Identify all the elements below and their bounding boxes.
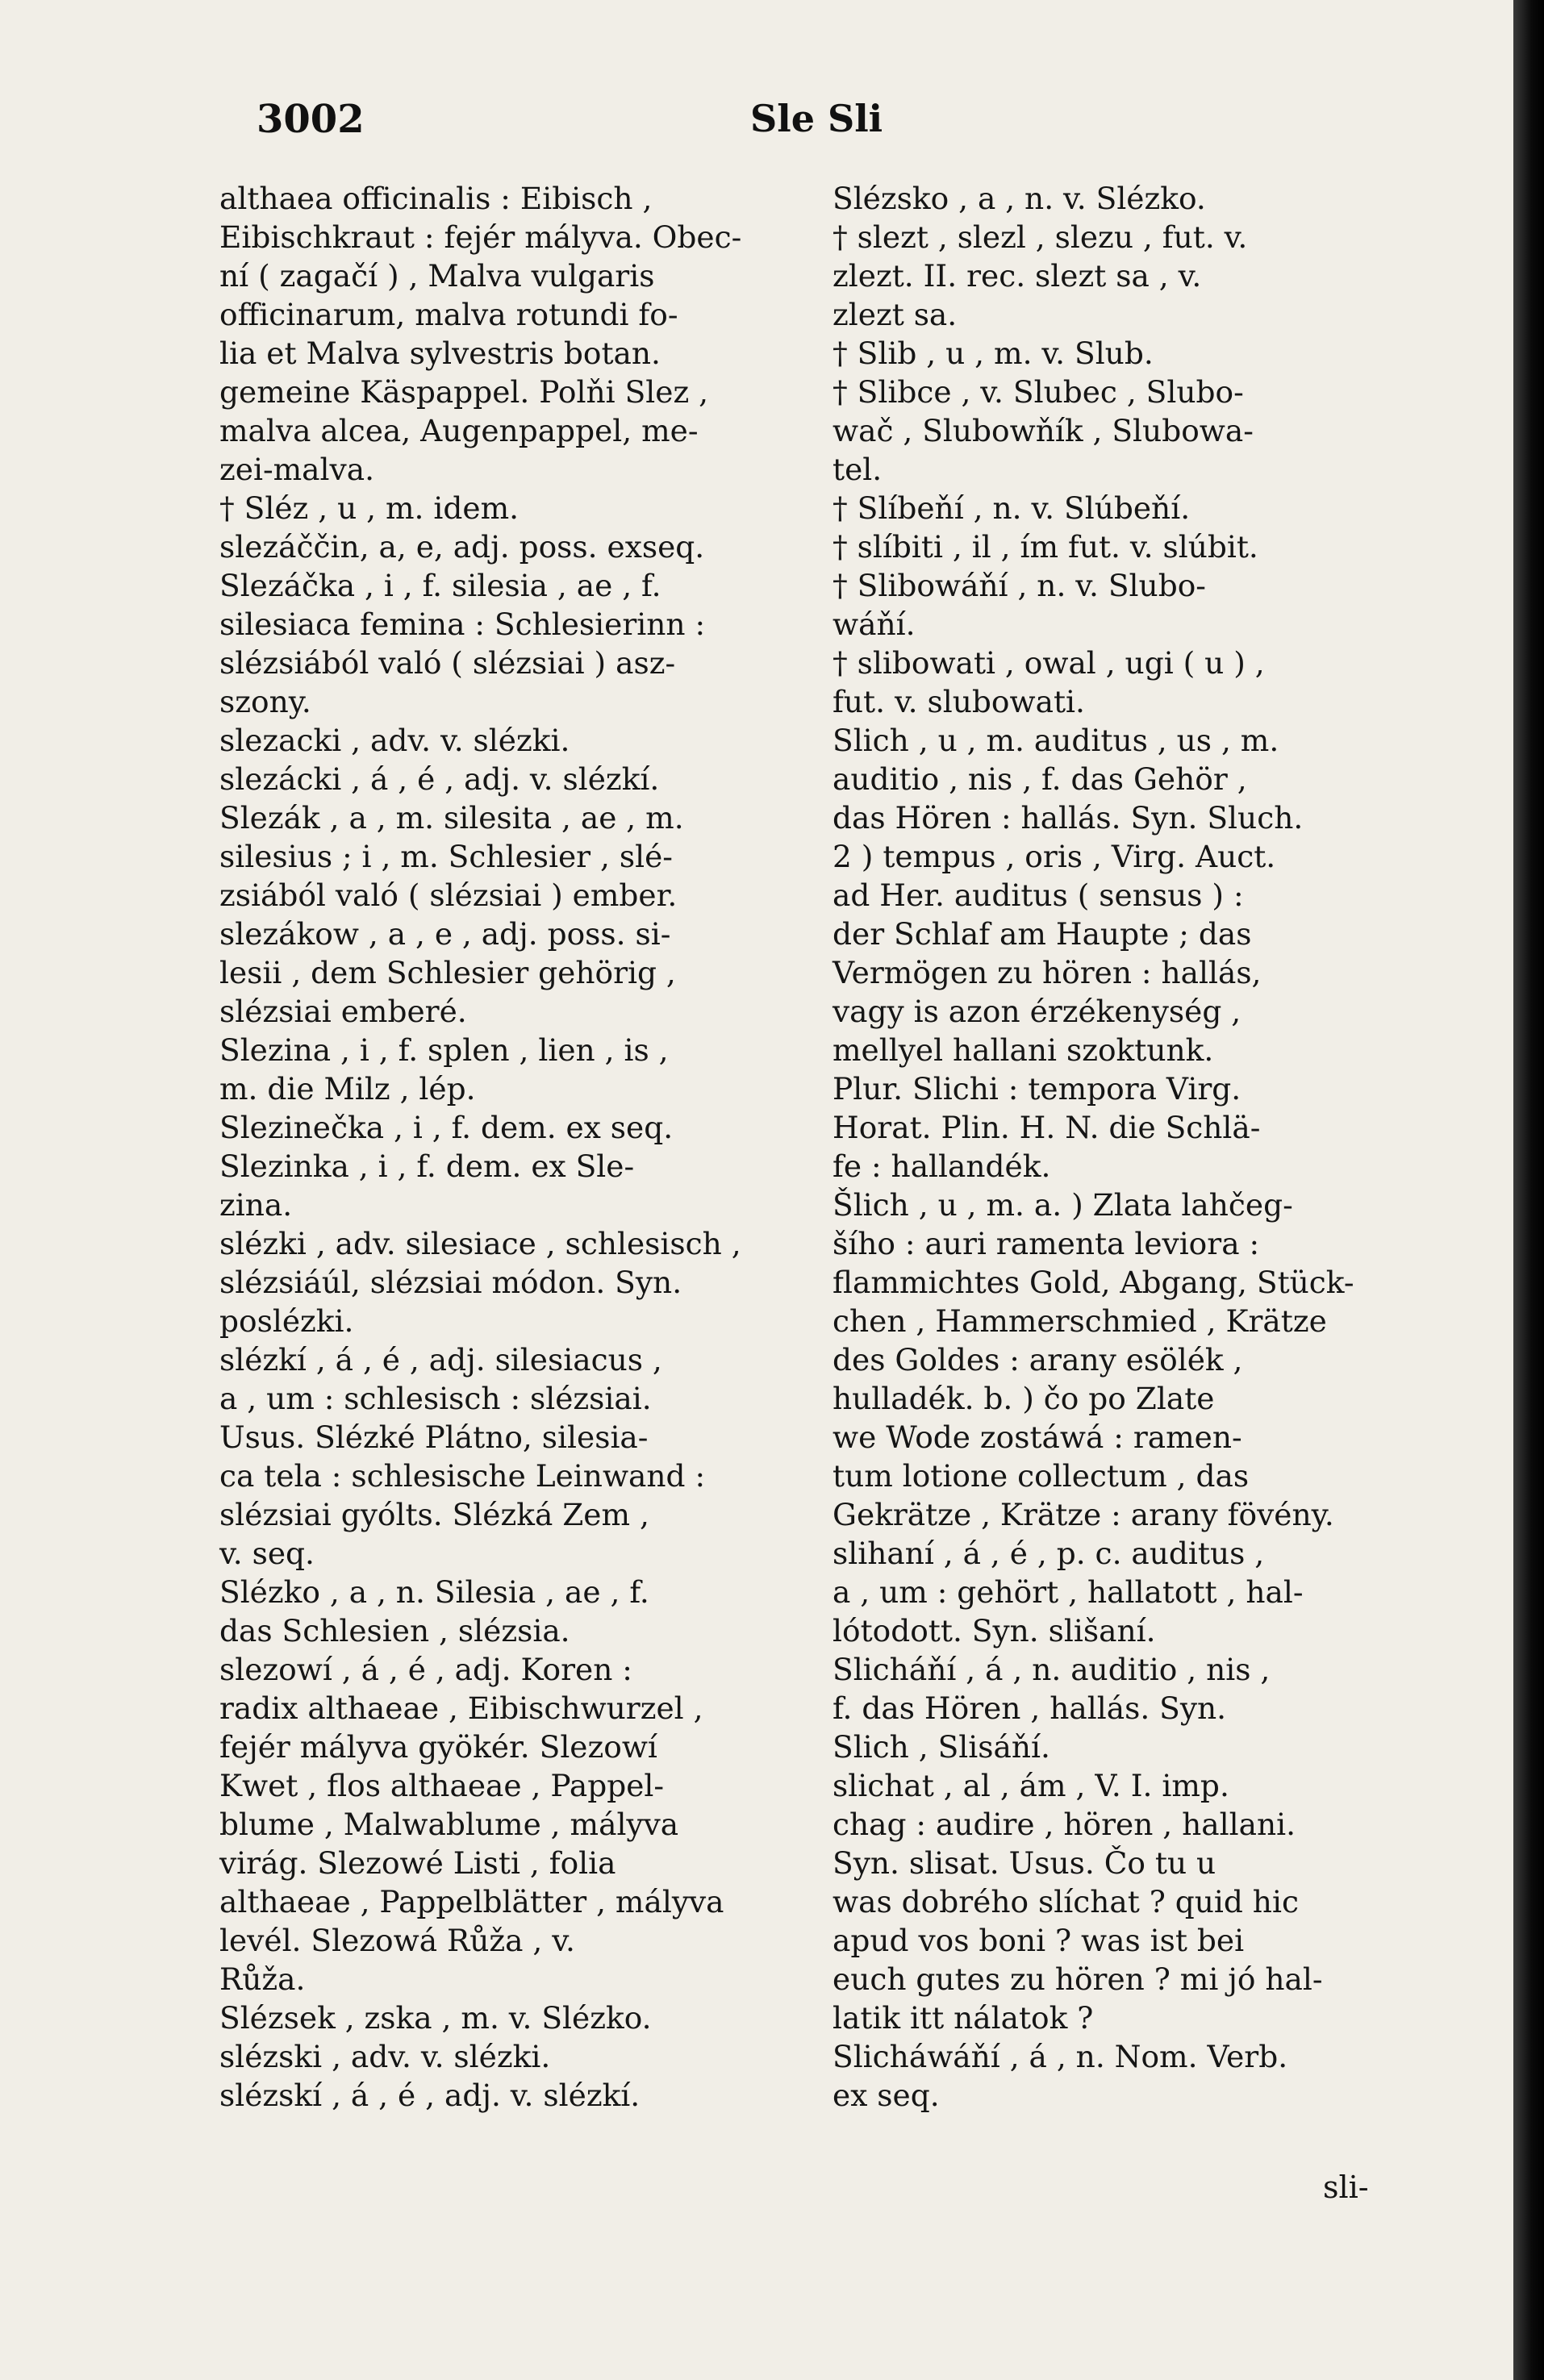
dictionary-line: m. die Milz , lép. [219, 1071, 476, 1107]
dictionary-line: ca tela : schlesische Leinwand : [219, 1458, 706, 1494]
dictionary-line: slézki , adv. silesiace , schlesisch , [219, 1226, 741, 1261]
dictionary-line: Slich , Slisáňí. [833, 1729, 1050, 1765]
dictionary-line: † slíbiti , il , ím fut. v. slúbit. [833, 529, 1258, 565]
dictionary-line: slezacki , adv. v. slézki. [219, 723, 570, 758]
dictionary-line: hulladék. b. ) čo po Zlate [833, 1381, 1215, 1416]
dictionary-line: chen , Hammerschmied , Krätze [833, 1303, 1327, 1339]
dictionary-line: Slezina , i , f. splen , lien , is , [219, 1032, 669, 1068]
dictionary-line: ex seq. [833, 2078, 940, 2113]
dictionary-line: malva alcea, Augenpappel, me- [219, 413, 699, 448]
dictionary-line: slichat , al , ám , V. I. imp. [833, 1768, 1229, 1803]
dictionary-line: Slézko , a , n. Silesia , ae , f. [219, 1574, 649, 1610]
dictionary-line: ní ( zagačí ) , Malva vulgaris [219, 258, 655, 294]
dictionary-line: lia et Malva sylvestris botan. [219, 336, 661, 371]
dictionary-line: zlezt. II. rec. slezt sa , v. [833, 258, 1202, 294]
dictionary-line: Plur. Slichi : tempora Virg. [833, 1071, 1241, 1107]
dictionary-line: blume , Malwablume , mályva [219, 1807, 679, 1842]
dictionary-line: poslézki. [219, 1303, 354, 1339]
dictionary-line: slézskí , á , é , adj. v. slézkí. [219, 2078, 641, 2113]
dictionary-line: Slézsek , zska , m. v. Slézko. [219, 2000, 652, 2036]
dictionary-line: slézsiáúl, slézsiai módon. Syn. [219, 1265, 682, 1300]
dictionary-line: Horat. Plin. H. N. die Schlä- [833, 1110, 1261, 1145]
dictionary-line: lótodott. Syn. slišaní. [833, 1613, 1156, 1648]
dictionary-line: Slezinečka , i , f. dem. ex seq. [219, 1110, 674, 1145]
dictionary-line: silesiaca femina : Schlesierinn : [219, 606, 706, 642]
dictionary-line: v. seq. [219, 1536, 315, 1571]
page-header [0, 97, 1513, 161]
dictionary-line: latik itt nálatok ? [833, 2000, 1094, 2036]
dictionary-line: † Slíbeňí , n. v. Slúbeňí. [833, 490, 1191, 526]
dictionary-line: tel. [833, 452, 883, 487]
dictionary-line: das Hören : hallás. Syn. Sluch. [833, 800, 1304, 836]
dictionary-line: † slibowati , owal , ugi ( u ) , [833, 645, 1265, 681]
page-number: 3002 [257, 97, 365, 142]
left-column [219, 179, 816, 2115]
dictionary-line: auditio , nis , f. das Gehör , [833, 761, 1247, 797]
dictionary-line: Slich , u , m. auditus , us , m. [833, 723, 1279, 758]
dictionary-line: des Goldes : arany esölék , [833, 1342, 1243, 1378]
dictionary-line: Vermögen zu hören : hallás, [833, 955, 1262, 990]
right-column [833, 179, 1478, 2115]
dictionary-line: † Slibce , v. Slubec , Slubo- [833, 374, 1244, 410]
dictionary-line: † Sléz , u , m. idem. [219, 490, 520, 526]
dictionary-line: † Slib , u , m. v. Slub. [833, 336, 1154, 371]
dictionary-line: slezácki , á , é , adj. v. slézkí. [219, 761, 660, 797]
dictionary-line: apud vos boni ? was ist bei [833, 1923, 1245, 1958]
dictionary-line: lesii , dem Schlesier gehörig , [219, 955, 676, 990]
dictionary-line: althaea officinalis : Eibisch , [219, 181, 653, 216]
dictionary-line: mellyel hallani szoktunk. [833, 1032, 1214, 1068]
dictionary-line: slézsiai gyólts. Slézká Zem , [219, 1497, 649, 1532]
dictionary-line: das Schlesien , slézsia. [219, 1613, 570, 1648]
dictionary-line: wač , Slubowňík , Slubowa- [833, 413, 1254, 448]
dictionary-line: Slezáčka , i , f. silesia , ae , f. [219, 568, 661, 603]
dictionary-line: szony. [219, 684, 311, 719]
dictionary-line: slézsiai emberé. [219, 994, 467, 1029]
dictionary-line: Slezák , a , m. silesita , ae , m. [219, 800, 684, 836]
dictionary-line: levél. Slezowá Růža , v. [219, 1923, 575, 1958]
dictionary-line: gemeine Käspappel. Polňi Slez , [219, 374, 709, 410]
dictionary-line: Slezinka , i , f. dem. ex Sle- [219, 1148, 635, 1184]
dictionary-line: Růža. [219, 1961, 306, 1997]
dictionary-line: fut. v. slubowati. [833, 684, 1085, 719]
dictionary-line: slezákow , a , e , adj. poss. si- [219, 916, 671, 952]
dictionary-line: we Wode zostáwá : ramen- [833, 1419, 1242, 1455]
dictionary-line: fe : hallandék. [833, 1148, 1051, 1184]
dictionary-line: althaeae , Pappelblätter , mályva [219, 1884, 724, 1919]
dictionary-line: zei-malva. [219, 452, 374, 487]
dictionary-line: Slicháňí , á , n. auditio , nis , [833, 1652, 1271, 1687]
dictionary-line: flammichtes Gold, Abgang, Stück- [833, 1265, 1354, 1300]
dictionary-line: slézsiából való ( slézsiai ) asz- [219, 645, 676, 681]
dictionary-line: Eibischkraut : fejér mályva. Obec- [219, 219, 742, 255]
dictionary-line: silesius ; i , m. Schlesier , slé- [219, 839, 673, 874]
dictionary-line: f. das Hören , hallás. Syn. [833, 1690, 1227, 1726]
dictionary-line: a , um : gehört , hallatott , hal- [833, 1574, 1304, 1610]
running-head: Sle Sli [750, 97, 883, 140]
dictionary-line: zlezt sa. [833, 297, 958, 332]
dictionary-line: officinarum, malva rotundi fo- [219, 297, 678, 332]
dictionary-line: slezowí , á , é , adj. Koren : [219, 1652, 632, 1687]
dictionary-line: Gekrätze , Krätze : arany fövény. [833, 1497, 1334, 1532]
dictionary-line: zina. [219, 1187, 293, 1223]
dictionary-line: slézski , adv. v. slézki. [219, 2039, 551, 2074]
dictionary-line: virág. Slezowé Listi , folia [219, 1845, 616, 1881]
book-binding-edge [1513, 0, 1544, 2380]
dictionary-line: radix althaeae , Eibischwurzel , [219, 1690, 703, 1726]
dictionary-line: was dobrého slíchat ? quid hic [833, 1884, 1299, 1919]
dictionary-line: zsiából való ( slézsiai ) ember. [219, 877, 678, 913]
dictionary-line: euch gutes zu hören ? mi jó hal- [833, 1961, 1323, 1997]
dictionary-line: slezáččin, a, e, adj. poss. exseq. [219, 529, 705, 565]
dictionary-line: ad Her. auditus ( sensus ) : [833, 877, 1244, 913]
dictionary-line: Kwet , flos althaeae , Pappel- [219, 1768, 665, 1803]
catchword: sli- [1323, 2170, 1369, 2205]
dictionary-line: Slicháwáňí , á , n. Nom. Verb. [833, 2039, 1288, 2074]
dictionary-line: slézkí , á , é , adj. silesiacus , [219, 1342, 662, 1378]
dictionary-line: † slezt , slezl , slezu , fut. v. [833, 219, 1248, 255]
dictionary-line: Slézsko , a , n. v. Slézko. [833, 181, 1206, 216]
dictionary-line: tum lotione collectum , das [833, 1458, 1250, 1494]
dictionary-line: 2 ) tempus , oris , Virg. Auct. [833, 839, 1276, 874]
dictionary-line: šího : auri ramenta leviora : [833, 1226, 1260, 1261]
dictionary-line: fejér mályva gyökér. Slezowí [219, 1729, 657, 1765]
dictionary-line: Šlich , u , m. a. ) Zlata lahčeg- [833, 1187, 1293, 1223]
dictionary-line: wáňí. [833, 606, 916, 642]
dictionary-line: Syn. slisat. Usus. Čo tu u [833, 1845, 1216, 1881]
dictionary-line: der Schlaf am Haupte ; das [833, 916, 1252, 952]
dictionary-line: slihaní , á , é , p. c. auditus , [833, 1536, 1265, 1571]
dictionary-line: † Slibowáňí , n. v. Slubo- [833, 568, 1206, 603]
dictionary-line: Usus. Slézké Plátno, silesia- [219, 1419, 649, 1455]
dictionary-line: vagy is azon érzékenység , [833, 994, 1241, 1029]
dictionary-line: a , um : schlesisch : slézsiai. [219, 1381, 652, 1416]
dictionary-line: chag : audire , hören , hallani. [833, 1807, 1296, 1842]
